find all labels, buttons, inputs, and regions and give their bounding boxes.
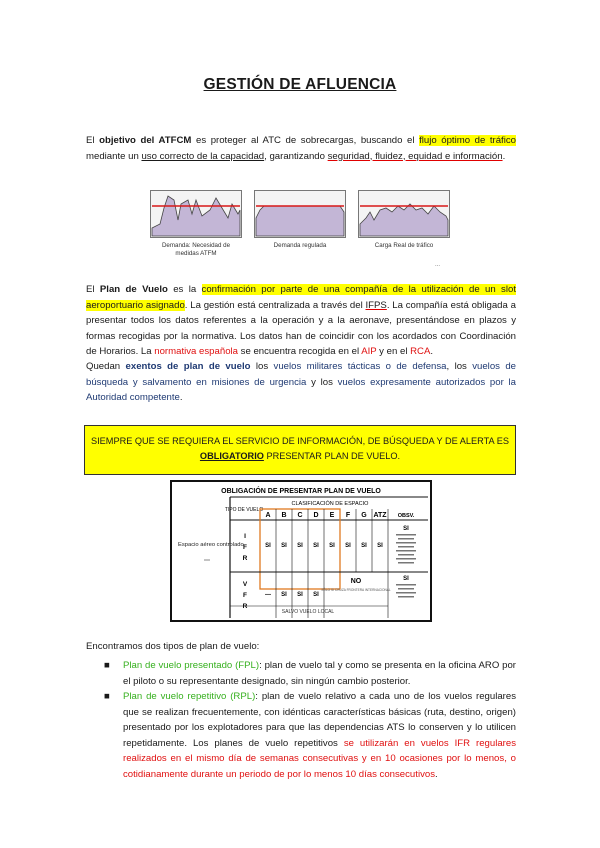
- note-line-1: SIEMPRE QUE SE REQUIERA EL SERVICIO DE INFORMACIÓN, DE BÚSQUEDA Y DE ALERTA ES: [91, 436, 509, 446]
- class-d: D: [313, 512, 319, 519]
- ifr-atz: SI: [377, 543, 383, 549]
- chart-real-load-graphic: [358, 190, 450, 238]
- ifr-a: SI: [265, 543, 271, 549]
- vfr-d: SI: [313, 592, 319, 598]
- chart-real-load-caption: Carga Real de tráfico: [374, 242, 434, 249]
- ifr-f: SI: [345, 543, 351, 549]
- obligation-table-image: [170, 480, 432, 622]
- mandatory-note-box: [84, 425, 516, 475]
- page-title: GESTIÓN DE AFLUENCIA: [203, 76, 397, 93]
- chart-regulated: [254, 190, 346, 262]
- ifr-b: SI: [281, 543, 287, 549]
- traffic-charts: [150, 190, 450, 275]
- bullet-2: ■: [104, 691, 110, 702]
- chart-demand-caption: Demanda: Necesidad de medidas ATFM: [161, 242, 231, 257]
- vfr-no: NO: [350, 578, 362, 585]
- class-g: G: [361, 512, 367, 519]
- ifr-d: SI: [313, 543, 319, 549]
- vfr-footer: SALVO VUELO LOCAL: [281, 609, 335, 615]
- vfr-letter-v: V: [242, 581, 248, 588]
- table-tipo: TIPO DE VUELO: [224, 507, 264, 513]
- note-line-2: OBLIGATORIO PRESENTAR PLAN DE VUELO.: [199, 451, 401, 461]
- class-atz: ATZ: [373, 512, 387, 519]
- class-e: E: [329, 512, 335, 519]
- vfr-a: —: [265, 592, 271, 598]
- vfr-letter-r: R: [242, 603, 248, 610]
- table-title: OBLIGACIÓN DE PRESENTAR PLAN DE VUELO: [221, 488, 381, 495]
- class-a: A: [265, 512, 271, 519]
- vfr-no-subtext: SÓLO SI CRUZA FRONTERA INTERNACIONAL: [321, 588, 391, 592]
- vfr-obs: SI: [403, 576, 409, 582]
- chart-regulated-graphic: [254, 190, 346, 238]
- class-obsv: OBSV.: [397, 513, 415, 519]
- intro-paragraph: El objetivo del ATFCM es proteger al ATC de sobrecargas, buscando el flujo óptimo de tráfico mediante un uso correcto de la capacidad, garantizando seguridad, fluidez, equidad e información.: [86, 135, 516, 162]
- ifr-letter-i: I: [244, 533, 246, 540]
- ifr-letter-f: F: [243, 544, 247, 551]
- controlled-space-label: Espacio aéreo controlado: [178, 542, 244, 548]
- types-intro: Encontramos dos tipos de plan de vuelo:: [86, 641, 260, 652]
- vfr-c: SI: [297, 592, 303, 598]
- chart-real-load: [358, 190, 450, 262]
- vfr-letter-f: F: [243, 592, 247, 599]
- exempt-paragraph: Quedan exentos de plan de vuelo los vuelos militares tácticas o de defensa, los vuelos de búsqueda y salvamento en misiones de urgencia y los vuelos expresamente autorizados por la Autoridad competente.: [86, 361, 516, 403]
- chart-regulated-caption: Demanda regulada: [273, 242, 327, 249]
- obligation-table-graphic: [170, 480, 432, 622]
- ifr-c: SI: [297, 543, 303, 549]
- chart-demand: [150, 190, 242, 262]
- vfr-b: SI: [281, 592, 287, 598]
- ifr-e: SI: [329, 543, 335, 549]
- chart-demand-graphic: [150, 190, 242, 238]
- chart-stray-mark: ...: [435, 262, 441, 268]
- fpl-item: Plan de vuelo presentado (FPL): plan de vuelo tal y como se presenta en la oficina ARO por el piloto o su representante designado, sin ningún cambio posterior.: [123, 660, 516, 687]
- class-f: F: [345, 512, 351, 519]
- flight-plan-paragraph: El Plan de Vuelo es la confirmación por parte de una compañía de la utilización de un slot aeroportuario asignado. La gestión está centralizada a través del IFPS. La compañía está obligada a presentar todos los datos referentes a la operación y a la aeronave, presentándose en plazos y formas recogidas por la normativa. Los datos han de coincidir con los acordados con Coordinación de Horarios. La normativa española se encuentra recogida en el AIP y en el RCA.: [86, 284, 516, 357]
- bullet-1: ■: [104, 660, 110, 671]
- class-b: B: [281, 512, 287, 519]
- ifr-g: SI: [361, 543, 367, 549]
- ifr-letter-r: R: [242, 555, 248, 562]
- ifr-obs: SI: [403, 526, 409, 532]
- class-c: C: [297, 512, 303, 519]
- table-class-header: CLASIFICACIÓN DE ESPACIO: [291, 501, 369, 507]
- rpl-item: Plan de vuelo repetitivo (RPL): plan de vuelo relativo a cada uno de los vuelos regulares que se realizan frecuentemente, con idénticas características básicas (ruta, destino, origen) presentado por los explotadores para que las dependencias ATS lo conserven y lo utilicen repetidamente. Los planes de vuelo repetitivos se utilizarán en vuelos IFR regulares realizados en el mismo día de semanas consecutivas y en 10 ocasiones por lo menos, o cotidianamente durante un periodo de por lo menos 10 días consecutivos.: [123, 691, 517, 780]
